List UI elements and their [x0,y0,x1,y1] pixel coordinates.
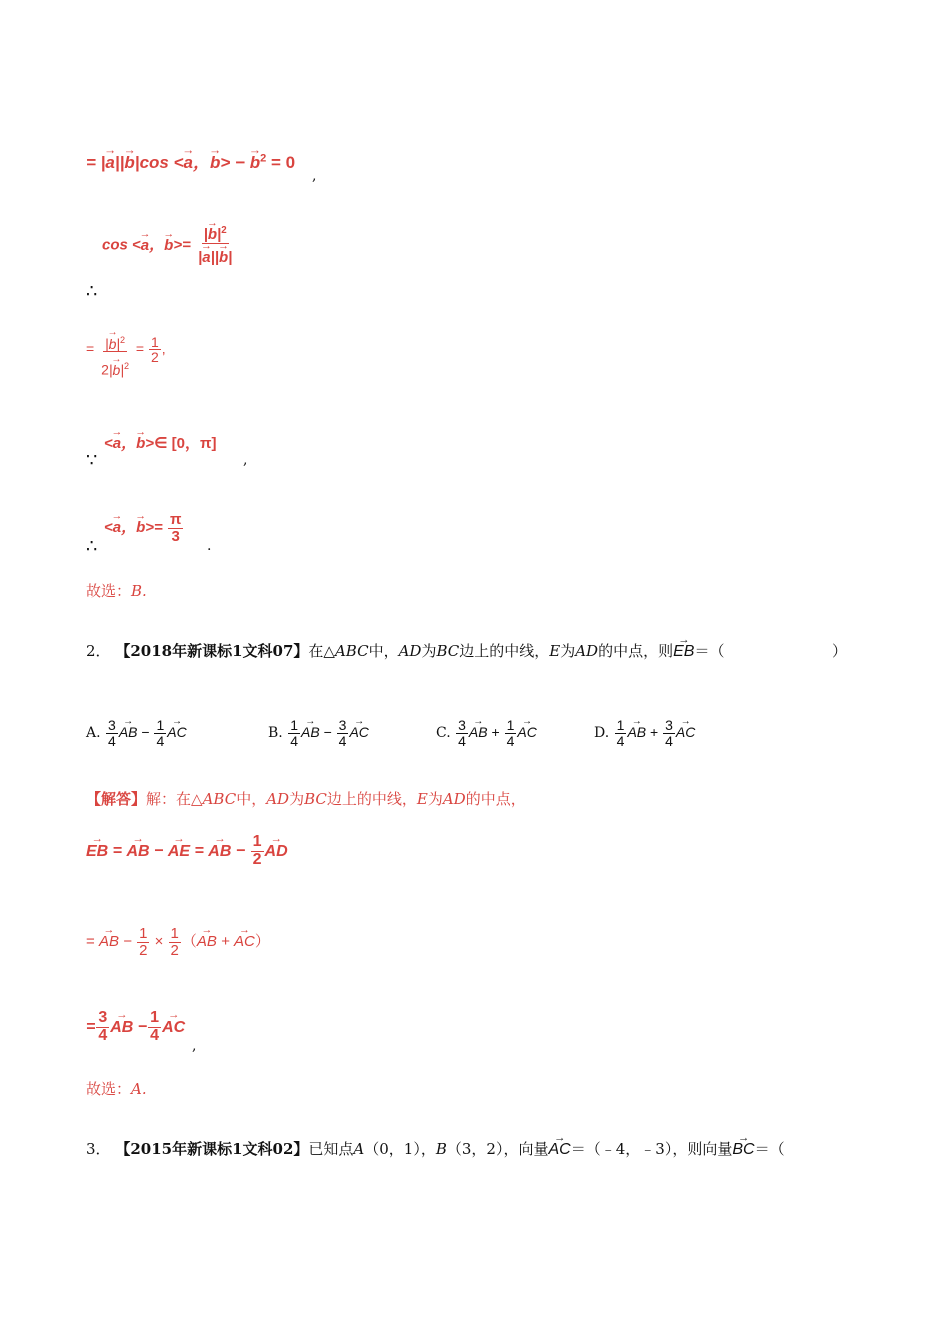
option-letter: B. [268,724,283,741]
denominator: 2 [252,850,262,868]
numerator: 1 [139,925,148,942]
vector-ab: → AB [469,724,488,740]
stem-text: ，则向量 [672,1140,733,1158]
operator: + [491,723,500,740]
vector-ab: → AB [301,724,320,740]
denominator: 4 [616,732,625,749]
denominator: 2 [150,349,159,366]
question-source: 【2018年新课标1文科07】 [115,642,309,660]
denominator: 3 [171,527,180,545]
solution-text: 解：在△ [146,790,203,808]
segment-ad: AD [442,790,466,808]
vector-eb: → EB [86,843,108,861]
step-5-period: . [207,538,212,554]
vector-a: → a [113,519,121,536]
denominator: 4 [506,732,515,749]
solution-text: 中， [236,790,267,808]
answer-value: B. [131,582,147,600]
vector-ab: → AB [110,1019,133,1037]
point-e: E [549,642,561,660]
numerator: 3 [458,717,466,733]
vector-ab: → AB [208,843,231,861]
minus-sign: − [235,153,245,172]
vector-ab: → AB [99,933,119,950]
answer-label: 故选： [86,1080,132,1098]
numerator: 3 [108,717,116,733]
denominator: 2 [170,941,179,959]
option-c[interactable] [436,718,537,748]
vector-a: → a [202,250,210,266]
times-sign: × [154,933,164,951]
question-3-stem [86,1138,785,1159]
option-letter: C. [436,724,451,741]
option-letter: D. [594,724,610,741]
open-paren: ＝（ [694,642,725,660]
fraction-one-half [149,335,161,365]
stem-text: 在△ [308,642,335,660]
square-exponent: 2 [221,225,227,236]
denominator: 4 [290,732,298,749]
stem-text: 中， [368,642,399,660]
equals-sign: = [86,153,96,172]
stem-text: 的中点，则 [598,642,674,660]
denominator: 4 [338,732,347,749]
vector-bc: → BC [732,1141,754,1159]
vector-b: → b [208,227,217,243]
numerator: 1 [170,925,179,942]
point-b: B [435,1140,447,1158]
step-1-comma: , [312,168,317,184]
segment-ad: AD [398,642,422,660]
vector-a: → a [113,435,121,452]
vector-ae: → AE [168,843,190,861]
stem-text: ，向量 [503,1140,549,1158]
fraction-b-squared: $\frac{|\to b|^2}{2|\to b|^2}$ [99,322,131,378]
vector-ac-value: ＝（﹣4，﹣3） [570,1140,673,1158]
vector-ac: → AC [167,724,186,740]
triangle-name: ABC [202,790,237,808]
answer-value: A. [131,1080,147,1098]
solution-2-line-1: → EB = → AB − → AE = → AB − $\frac{1}{2}$ → AD [86,834,288,869]
equals-zero: = 0 [270,153,296,172]
vector-ac: → AC [676,724,695,740]
vector-b: → b [164,237,173,254]
because-symbol: ∵ [86,450,98,471]
vector-ac: → AC [162,1019,185,1037]
option-d[interactable] [594,718,695,748]
denominator: 4 [665,732,673,749]
numerator: 3 [98,1009,108,1026]
vector-b: → b [136,435,145,452]
answer-line-2 [86,1078,147,1099]
vector-b: → b [250,153,260,173]
numerator: 3 [665,717,673,733]
step-4-comma: , [243,452,248,468]
point-a-coords: （0，1） [364,1140,421,1158]
stem-text: 为 [560,642,576,660]
denominator: 4 [108,732,116,749]
vector-b: → b [124,153,134,173]
derivation-step-1: = |→ a||→ b|cos <→ a，→ b> − → $b^2 = 0$ [86,148,295,173]
vector-ab: → AB [119,724,138,740]
segment-ad: AD [266,790,290,808]
question-source: 【2015年新课标1文科02】 [115,1140,309,1158]
stem-text: 为 [421,642,437,660]
denominator: 4 [98,1026,108,1044]
vector-eb: → EB [673,643,694,661]
numerator: 1 [290,717,298,733]
operator: − [323,723,332,740]
derivation-step-3: = $\frac{|\to b|^2}{2|\to b|^2}$ = $\frac{1}{2}$ , [86,322,166,378]
question-2-close-paren: ） [832,642,848,660]
numerator: 1 [252,833,262,850]
solution-2-line-2: = → AB − $\frac{1}{2}$ × $\frac{1}{2}$ （→ AB + → AC） [86,926,270,959]
derivation-step-2: cos <→ a，→ b>= $\frac{|\to b|^2}{|\to a||\to b|}$ [102,226,235,266]
equals-sign: = [86,340,95,357]
denominator: 4 [150,1026,160,1044]
angle-range: ∈ [0，π] [154,435,217,452]
denominator: 4 [156,732,165,749]
fraction-cos-formula: $\frac{|\to b|^2}{|\to a||\to b|}$ [196,226,234,266]
numerator: π [169,511,182,528]
stem-text: ， [420,1140,436,1158]
solution-text: 为 [289,790,305,808]
denominator: 4 [458,732,466,749]
numerator: 1 [150,333,159,350]
triangle-name: ABC [334,642,369,660]
vector-b: → b [219,250,228,266]
numerator: 3 [338,717,347,733]
solution-2-comma: , [192,1038,197,1054]
coefficient: 2 [101,362,109,378]
solution-header: 【解答】 [86,790,147,808]
comma: , [161,340,166,357]
option-b[interactable] [268,718,369,748]
solution-text: 边上的中线， [326,790,417,808]
question-number: 2． [86,642,111,660]
question-2-stem [86,640,724,661]
vector-ad: → AD [265,843,288,861]
denominator: 2 [139,941,148,959]
point-e: E [416,790,428,808]
segment-bc: BC [436,642,460,660]
vector-b: → b [210,153,220,173]
vector-b: → b [136,519,145,536]
therefore-symbol: ∴ [86,281,98,302]
vector-ac: → AC [549,1141,571,1159]
therefore-symbol: ∴ [86,536,98,557]
vector-ab: → AB [126,843,149,861]
point-a: A [353,1140,365,1158]
segment-bc: BC [304,790,327,808]
solution-2-intro [86,788,526,809]
answer-label: 故选： [86,582,132,600]
cos-text: cos [139,153,169,172]
derivation-step-4: <→ a，→ b>∈ [0，π] [104,432,217,453]
vector-b: → b [109,337,117,352]
open-paren: ＝（ [754,1140,785,1158]
answer-line-1 [86,580,147,601]
numerator: 1 [150,1009,160,1026]
question-number: 3． [86,1140,111,1158]
solution-text: 的中点， [465,790,526,808]
vector-b: → b [113,363,121,378]
segment-ad: AD [575,642,599,660]
fraction-pi-over-3 [168,512,183,545]
option-a[interactable] [86,718,187,748]
stem-text: 已知点 [308,1140,354,1158]
equals-sign: = [86,933,95,951]
vector-ac: → AC [517,724,536,740]
numerator: 1 [156,717,165,733]
cos-text: cos [102,236,128,254]
point-b-coords: （3，2） [446,1140,504,1158]
vector-a: → a [141,237,149,254]
vector-a: → a [105,153,114,173]
vector-ac: → AC [349,724,368,740]
vector-a: → a [184,153,193,173]
operator: − [141,723,150,740]
vector-ab: → AB [197,933,217,950]
stem-text: 边上的中线， [459,642,550,660]
numerator: 1 [506,717,515,733]
derivation-step-5: <→ a，→ b>= $\frac{\pi}{3}$ [104,512,184,545]
vector-ab: → AB [627,724,646,740]
solution-2-line-3: = $\frac{3}{4}$ → AB − $\frac{1}{4}$ → AC [86,1010,185,1045]
numerator: 1 [616,717,625,733]
solution-text: 为 [427,790,443,808]
square-exponent: 2 [120,335,126,345]
vector-ac: → AC [234,933,255,950]
operator: + [650,723,659,740]
square-exponent: 2 [123,361,130,372]
option-letter: A. [86,724,101,741]
